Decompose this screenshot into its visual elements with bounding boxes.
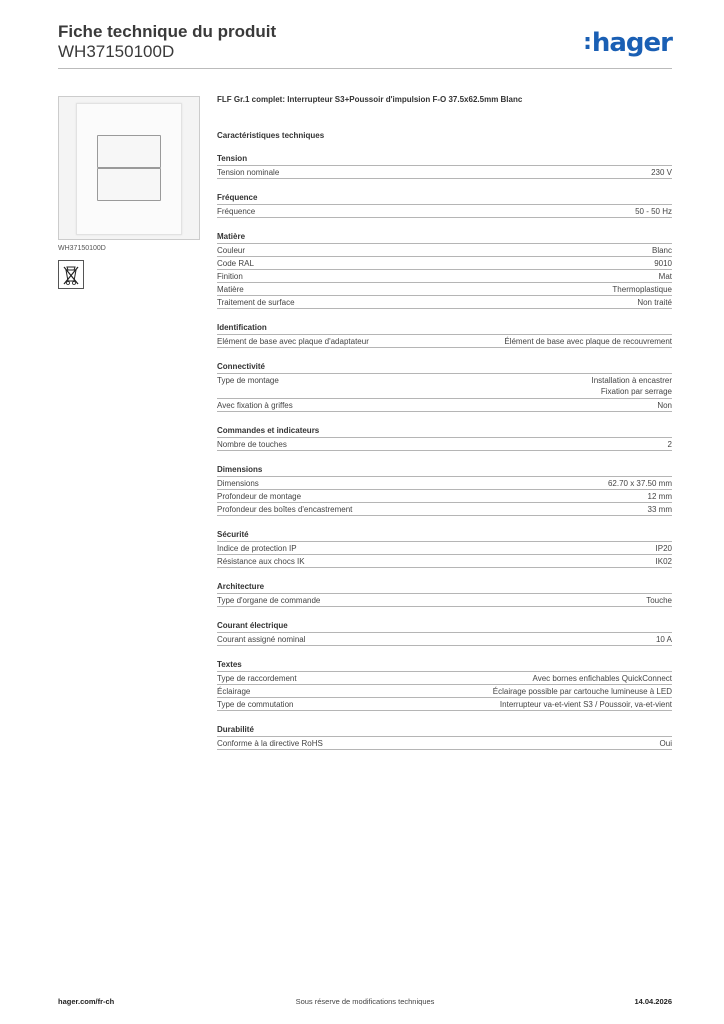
- spec-value: Touche: [646, 595, 672, 605]
- spec-row: [217, 295, 672, 309]
- section-connectivite: [217, 361, 672, 412]
- spec-label: Courant assigné nominal: [217, 634, 306, 644]
- spec-row: [217, 243, 672, 256]
- product-reference: WH37150100D: [58, 42, 175, 61]
- section-dimensions: [217, 464, 672, 516]
- page-title: Fiche technique du produit: [58, 22, 277, 41]
- section-durabilite: [217, 724, 672, 750]
- spec-row: [217, 697, 672, 711]
- spec-row: [217, 541, 672, 554]
- section-architecture: [217, 581, 672, 607]
- spec-row: [217, 671, 672, 684]
- spec-value: Non traité: [637, 298, 672, 307]
- spec-label: Elément de base avec plaque d'adaptateur: [217, 337, 369, 346]
- spec-label: Profondeur des boîtes d'encastrement: [217, 504, 353, 514]
- spec-value: Thermoplastique: [612, 285, 672, 294]
- spec-row: [217, 256, 672, 269]
- weee-recycle-icon: [58, 260, 84, 289]
- spec-label: Résistance aux chocs IK: [217, 556, 305, 566]
- spec-label: Type de commutation: [217, 699, 294, 709]
- page-header: [58, 22, 672, 62]
- spec-value: Oui: [659, 738, 672, 748]
- spec-value: Interrupteur va-et-vient S3 / Poussoir, va-et-vient: [499, 699, 672, 709]
- spec-label: Type d'organe de commande: [217, 595, 321, 605]
- spec-row: [217, 334, 672, 348]
- product-title: FLF Gr.1 complet: Interrupteur S3+Poussoir d'impulsion F-O 37.5x62.5mm Blanc: [217, 95, 523, 104]
- section-title: Tension: [217, 154, 248, 163]
- spec-row: [217, 502, 672, 516]
- spec-value: IK02: [655, 556, 672, 566]
- section-tension: [217, 153, 672, 179]
- spec-row: [217, 632, 672, 646]
- spec-row: [217, 684, 672, 697]
- spec-label: Avec fixation à griffes: [217, 400, 293, 410]
- spec-value: 230 V: [651, 168, 672, 177]
- section-title: Dimensions: [217, 464, 263, 474]
- spec-label: Fréquence: [217, 207, 256, 216]
- spec-value: 33 mm: [647, 504, 672, 514]
- spec-value: Avec bornes enfichables QuickConnect: [532, 673, 672, 683]
- spec-value: IP20: [655, 543, 672, 553]
- switch-plate: [76, 103, 182, 235]
- section-title: Architecture: [217, 581, 265, 591]
- section-frequence: [217, 192, 672, 218]
- spec-value: Élément de base avec plaque de recouvrement: [504, 337, 672, 346]
- spec-row: [217, 736, 672, 750]
- spec-row: [217, 437, 672, 451]
- spec-label: Conforme à la directive RoHS: [217, 738, 323, 748]
- spec-label: Type de raccordement: [217, 673, 297, 683]
- spec-row: [217, 165, 672, 179]
- spec-label: Code RAL: [217, 259, 254, 268]
- section-title: Matière: [217, 232, 246, 241]
- hager-logo: :hager: [583, 28, 672, 58]
- tech-characteristics-heading: Caractéristiques techniques: [217, 131, 325, 140]
- spec-label: Éclairage: [217, 686, 251, 696]
- section-identification: [217, 322, 672, 348]
- spec-row: [217, 269, 672, 282]
- spec-value: Blanc: [651, 246, 672, 255]
- spec-value: 12 mm: [647, 491, 672, 501]
- spec-row: [217, 398, 672, 412]
- section-title: Courant électrique: [217, 620, 288, 630]
- section-title: Durabilité: [217, 724, 254, 734]
- spec-label: Couleur: [217, 246, 246, 255]
- section-securite: [217, 529, 672, 568]
- spec-label: Dimensions: [217, 478, 259, 488]
- spec-label: Type de montage: [217, 376, 279, 385]
- spec-row: [217, 489, 672, 502]
- spec-row: [217, 554, 672, 568]
- footer-date: 14.04.2026: [634, 997, 672, 1006]
- header-divider: [58, 68, 672, 69]
- spec-value: Non: [657, 400, 672, 410]
- spec-value: 62.70 x 37.50 mm: [607, 478, 672, 488]
- spec-value: Mat: [658, 272, 672, 281]
- footer-site-link[interactable]: hager.com/fr-ch: [58, 997, 115, 1006]
- spec-value: 2: [667, 439, 672, 449]
- rocker-bottom: [97, 168, 161, 201]
- section-title: Connectivité: [217, 362, 266, 371]
- spec-value: 10 A: [655, 634, 672, 644]
- spec-row: [217, 476, 672, 489]
- section-commandes: [217, 425, 672, 451]
- section-matiere: [217, 231, 672, 309]
- product-image-column: [58, 96, 200, 289]
- spec-row: [217, 282, 672, 295]
- spec-value: Éclairage possible par cartouche lumineuse à LED: [492, 686, 672, 696]
- spec-value: Fixation par serrage: [600, 387, 672, 396]
- footer-note: Sous réserve de modifications techniques: [295, 997, 435, 1006]
- section-courant: [217, 620, 672, 646]
- spec-value: 50 - 50 Hz: [635, 207, 672, 216]
- spec-label: Nombre de touches: [217, 439, 287, 449]
- spec-label: Indice de protection IP: [217, 543, 297, 553]
- spec-label: Traitement de surface: [217, 298, 295, 307]
- section-title: Sécurité: [217, 529, 249, 539]
- spec-label: Profondeur de montage: [217, 491, 302, 501]
- section-title: Fréquence: [217, 193, 258, 202]
- spec-content: [217, 94, 672, 750]
- spec-label: Finition: [217, 272, 243, 281]
- section-textes: [217, 659, 672, 711]
- image-caption: WH37150100D: [58, 245, 106, 252]
- logo-text: hager: [591, 28, 672, 58]
- rocker-top: [97, 135, 161, 168]
- spec-row: [217, 204, 672, 218]
- spec-value-group: [592, 375, 673, 398]
- product-image: [58, 96, 200, 240]
- section-title: Commandes et indicateurs: [217, 425, 320, 435]
- spec-label: Tension nominale: [217, 168, 280, 177]
- spec-label: Matière: [217, 285, 244, 294]
- section-title: Identification: [217, 323, 267, 332]
- spec-row: [217, 373, 672, 398]
- spec-row: [217, 593, 672, 607]
- section-title: Textes: [217, 659, 242, 669]
- spec-value: Installation à encastrer: [591, 376, 672, 385]
- spec-value: 9010: [654, 259, 672, 268]
